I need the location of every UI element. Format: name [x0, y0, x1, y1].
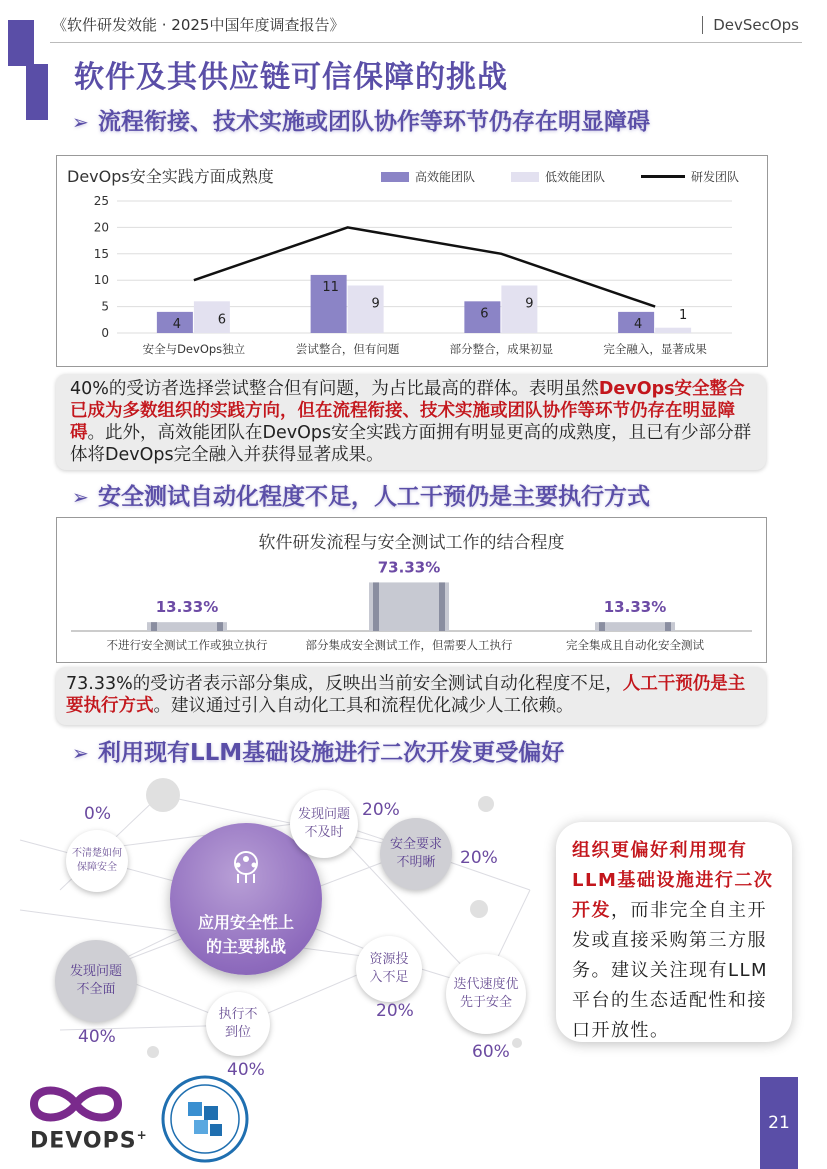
chart-title: DevOps安全实践方面成熟度 [67, 167, 274, 186]
bar [369, 582, 449, 631]
x-tick-label: 完全集成且自动化安全测试 [566, 638, 704, 652]
llm-preference-card [556, 822, 792, 1042]
bar-data-label: 4 [172, 316, 182, 332]
decorative-dot [470, 900, 488, 918]
y-tick-label: 5 [101, 299, 109, 314]
section-tag: DevSecOps [702, 16, 799, 34]
challenge-node-late: 发现问题 不及时 [290, 790, 358, 858]
card-highlight: 组织更偏好利用现有LLM基础设施进行二次开发 [572, 840, 774, 921]
challenge-node-speed: 迭代速度优 先于安全 [446, 954, 526, 1034]
section-heading-text: 流程衔接、技术实施或团队协作等环节仍存在明显障碍 [98, 109, 650, 135]
callout-box-2 [56, 667, 766, 725]
page-title: 软件及其供应链可信保障的挑战 [74, 60, 508, 95]
bar-data-label: 1 [678, 308, 688, 323]
challenge-pct: 20% [376, 1001, 414, 1021]
report-title: 《软件研发效能 · 2025中国年度调查报告》 [52, 16, 345, 34]
bar-edge [151, 622, 157, 631]
integration-chart [56, 517, 767, 663]
x-tick-label: 完全融入，显著成果 [603, 342, 707, 356]
bar-data-label: 9 [525, 296, 534, 312]
x-tick-label: 部分整合，成果初显 [449, 342, 554, 356]
challenge-node-resource: 资源投 入不足 [356, 936, 422, 1002]
bar-edge [599, 622, 605, 631]
bar-data-label: 13.33% [155, 598, 219, 617]
callout-highlight: 人工干预仍是主要执行方式 [66, 674, 746, 716]
header-divider [50, 42, 802, 43]
decorative-dot [147, 1046, 159, 1058]
arrow-icon: ➢ [72, 485, 89, 509]
bar-data-label: 73.33% [377, 558, 441, 577]
callout-text: 。此外，高效能团队在DevOps安全实践方面拥有明显更高的成熟度，且已有少部分群体将DevOps完全融入并获得显著成果。 [70, 423, 752, 465]
challenge-node-execution: 执行不 到位 [206, 992, 270, 1056]
callout-text: 73.33%的受访者表示部分集成，反映出当前安全测试自动化程度不足， [66, 674, 623, 694]
y-tick-label: 15 [93, 246, 109, 261]
legend-item-high: 高效能团队 [381, 168, 475, 185]
section-heading-3 [72, 734, 564, 767]
page-number: 21 [760, 1077, 798, 1169]
integration-chart-plot [57, 518, 766, 662]
challenge-pct: 60% [472, 1042, 510, 1062]
section-heading-1 [72, 103, 650, 136]
challenge-pct: 0% [84, 804, 111, 824]
bar-data-label: 6 [480, 306, 489, 322]
section-heading-text: 利用现有LLM基础设施进行二次开发更受偏好 [98, 740, 565, 766]
bar-data-label: 11 [322, 279, 339, 295]
header-decoration-block [26, 64, 48, 120]
challenge-pct: 40% [78, 1027, 116, 1047]
decorative-dot [146, 778, 180, 812]
y-tick-label: 20 [93, 220, 109, 235]
line-series-rd-team [194, 227, 655, 306]
legend-item-low: 低效能团队 [511, 168, 605, 185]
callout-box-1 [56, 374, 766, 470]
arrow-icon: ➢ [72, 741, 89, 765]
bar-edge [439, 582, 445, 631]
challenge-node-requirements: 安全要求 不明晰 [380, 818, 452, 890]
challenge-pct: 40% [227, 1060, 265, 1080]
challenge-node-incomplete: 发现问题 不全面 [55, 940, 137, 1022]
x-tick-label: 不进行安全测试工作或独立执行 [106, 638, 268, 652]
callout-text: 40%的受访者选择尝试整合但有问题，为占比最高的群体。表明虽然 [70, 379, 599, 399]
callout-highlight: DevOps安全整合已成为多数组织的实践方向，但在流程衔接、技术实施或团队协作等环节仍存在明显障碍 [70, 379, 745, 443]
decorative-dot [512, 1038, 522, 1048]
callout-text: 。建议通过引入自动化工具和流程优化减少人工依赖。 [153, 696, 574, 716]
section-heading-2 [72, 478, 650, 511]
maturity-chart [56, 155, 768, 367]
bar-data-label: 6 [217, 312, 227, 328]
bar-edge [373, 582, 379, 631]
devops-logo-text: DEVOPS+ [30, 1128, 148, 1154]
bar-data-label: 9 [371, 296, 380, 312]
challenge-pct: 20% [460, 848, 498, 868]
bar-data-label: 4 [633, 316, 643, 332]
network-people-icon [226, 847, 266, 887]
bar [595, 622, 675, 631]
y-tick-label: 10 [93, 273, 109, 288]
devops-logo-icon [26, 1080, 126, 1128]
challenge-node-unclear: 不清楚如何 保障安全 [66, 830, 128, 892]
legend-item-line: 研发团队 [641, 168, 739, 185]
challenge-pct: 20% [362, 800, 400, 820]
decorative-dot [478, 796, 494, 812]
x-tick-label: 部分集成安全测试工作，但需要人工执行 [305, 638, 513, 652]
chart-title: 软件研发流程与安全测试工作的结合程度 [258, 533, 565, 553]
header-decoration-block [8, 20, 34, 66]
bar-edge [217, 622, 223, 631]
arrow-icon: ➢ [72, 110, 89, 134]
x-tick-label: 尝试整合，但有问题 [295, 342, 400, 356]
x-tick-label: 安全与DevOps独立 [142, 342, 246, 356]
section-heading-text: 安全测试自动化程度不足，人工干预仍是主要执行方式 [98, 484, 650, 510]
y-tick-label: 25 [93, 194, 109, 208]
center-label: 应用安全性上 [197, 913, 294, 932]
bar-edge [665, 622, 671, 631]
card-text: ，而非完全自主开发或直接采购第三方服务。建议关注现有LLM平台的生态适配性和接口开放性。 [572, 900, 769, 1041]
bar-low [655, 328, 691, 333]
association-seal-icon [160, 1074, 250, 1164]
y-tick-label: 0 [101, 326, 109, 340]
center-label: 的主要挑战 [205, 937, 286, 956]
bar-data-label: 13.33% [603, 598, 667, 617]
maturity-chart-plot [57, 156, 767, 366]
bar [147, 622, 227, 631]
